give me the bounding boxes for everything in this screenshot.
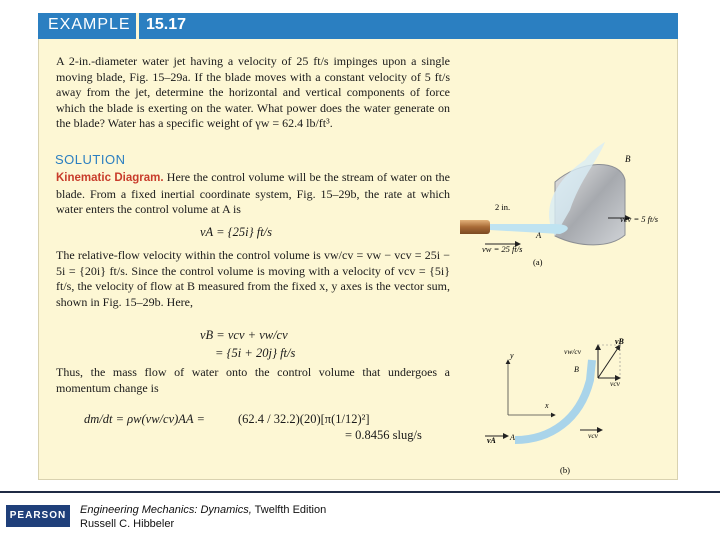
figure-label-vB: vB — [615, 337, 624, 346]
book-citation — [80, 503, 326, 531]
figure-label-A-b: A — [510, 433, 515, 442]
book-author: Russell C. Hibbeler — [80, 518, 175, 530]
equation-dm-middle: (62.4 / 32.2)(20)[π(1/12)²] — [238, 412, 370, 426]
figure-label-vcv-bottom: vcv — [588, 431, 598, 440]
figure-label-vA: vA — [487, 436, 496, 445]
kinematic-text: Here the control volume will be the stream of water on the blade. From a fixed inertial coordinate system, Fig. 15–29b, the rate at which water enters the control volume at A is — [56, 170, 451, 217]
figure-label-B-b: B — [574, 365, 579, 374]
kinematic-title: Kinematic Diagram. — [56, 172, 164, 184]
example-number: 15.17 — [146, 16, 187, 33]
equation-dm-result: = 0.8456 slug/s — [345, 428, 422, 442]
relative-flow-paragraph: The relative-flow velocity within the control volume is vw/cv = vw − vcv = 25i − 5i = {20i} ft/s. Since the control volume is moving with a velocity of vcv = {5i} ft/s, the velocity of flow at B measured from the fixed x, y axes is the vector sum, shown in Fig. 15–29b. Here, — [56, 248, 450, 309]
figure-15-29 — [460, 140, 675, 478]
water-jet — [490, 224, 568, 234]
figure-label-A-a: A — [536, 230, 542, 240]
header-separator — [136, 13, 139, 39]
pearson-logo: PEARSON — [6, 505, 70, 527]
equation-vA: vA = {25i} ft/s — [200, 225, 273, 239]
book-title: Engineering Mechanics: Dynamics, — [80, 504, 252, 516]
stream-path — [515, 360, 592, 440]
figure-label-vcv-a: vcv = 5 ft/s — [620, 214, 659, 224]
figure-label-vwcv: vw/cv — [564, 347, 582, 356]
figure-label-y: y — [510, 351, 514, 360]
figure-label-vcv-b: vcv — [610, 379, 620, 388]
mass-flow-paragraph: Thus, the mass flow of water onto the control volume that undergoes a momentum change is — [56, 365, 450, 395]
example-label: EXAMPLE — [48, 16, 131, 33]
footer — [0, 491, 720, 540]
book-edition: Twelfth Edition — [254, 504, 327, 516]
equation-vB-line1: vB = vcv + vw/cv — [200, 328, 288, 342]
solution-heading: SOLUTION — [55, 152, 126, 167]
figure-label-vw: vw = 25 ft/s — [482, 244, 523, 254]
nozzle — [460, 220, 490, 234]
figure-label-B-top: B — [625, 154, 631, 164]
problem-statement: A 2-in.-diameter water jet having a velocity of 25 ft/s impinges upon a single moving blade, Fig. 15–29a. If the blade moves with a constant velocity of 5 ft/s away from the jet, determine the horizontal and vertical components of force which the blade is exerting on the water. What power does the water generate on the blade? Water has a specific weight of γw = 62.4 lb/ft³. — [56, 54, 450, 131]
kinematic-paragraph — [56, 170, 450, 218]
figure-label-x: x — [545, 401, 549, 410]
figure-drawing — [460, 140, 675, 478]
equation-vB-line2: = {5i + 20j} ft/s — [215, 346, 296, 360]
equation-dm-left: dm/dt = ρw(vw/cv)AA = — [84, 412, 205, 426]
footer-divider — [0, 491, 720, 493]
figure-caption-a: (a) — [533, 257, 543, 267]
figure-label-2in: 2 in. — [495, 202, 511, 212]
figure-caption-b: (b) — [560, 465, 570, 475]
example-header — [38, 13, 678, 39]
